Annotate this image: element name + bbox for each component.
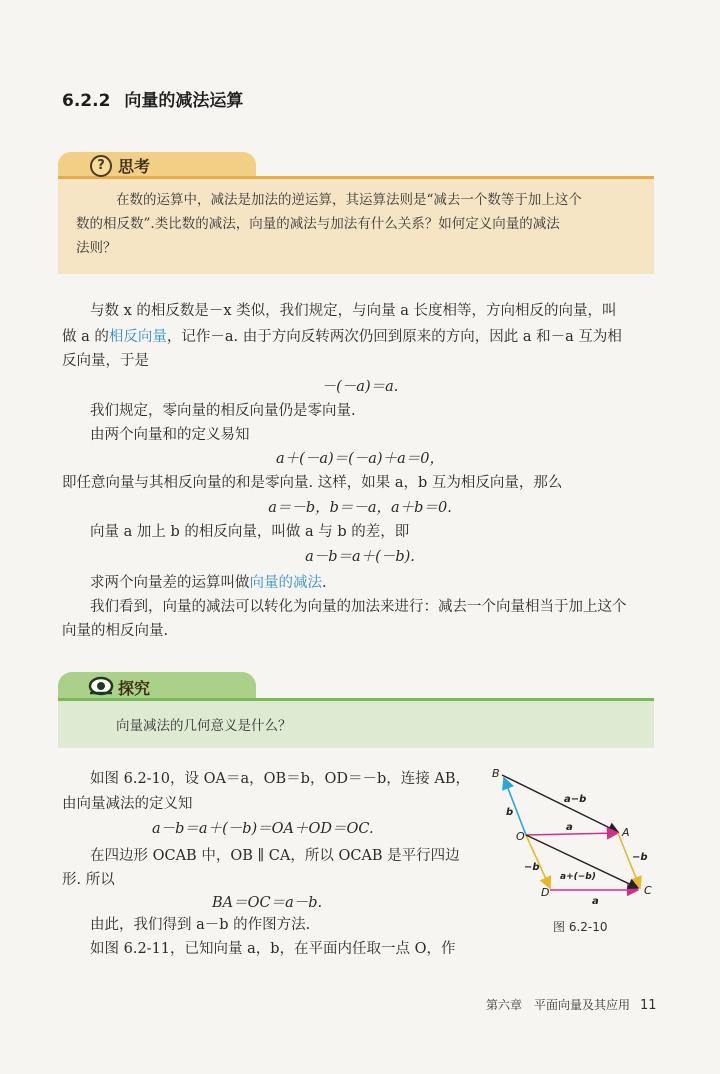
label-a-top: a [566,822,573,833]
section-heading: 向量的减法运算 [124,91,244,111]
point-C: C [644,884,652,897]
page-footer [486,996,657,1013]
para1-line3: 反向量，于是 [62,353,149,369]
think-line-3: 法则？ [76,240,117,256]
section-number: 6.2.2 [62,91,111,111]
para8-line1: 如图 6.2-10，设 OA＝a，OB＝b，OD＝－b，连接 AB， [90,771,470,787]
para7-line2: 向量的相反向量. [62,623,169,639]
equation-4: a－b＝a＋(－b). [305,549,415,565]
para5: 向量 a 加上 b 的相反向量，叫做 a 与 b 的差，即 [90,524,410,540]
label-a-bottom: a [592,896,599,907]
para4: 即任意向量与其相反向量的和是零向量. 这样，如果 a，b 互为相反向量，那么 [62,475,563,491]
para9-line2: 形. 所以 [62,872,115,888]
vector-BA [502,775,618,832]
term-vector-subtraction: 向量的减法 [249,575,322,591]
para8-line2: 由向量减法的定义知 [62,796,193,812]
para6: 求两个向量差的运算叫做向量的减法. [90,575,327,591]
label-neg-b-right: −b [632,852,648,863]
para2: 我们规定，零向量的相反向量仍是零向量. [90,403,356,419]
equation-1: －(－a)＝a. [321,379,399,395]
para1-line2: 做 a 的相反向量，记作－a. 由于方向反转两次仍回到原来的方向，因此 a 和－a 互为相 [62,329,622,345]
term-opposite-vector: 相反向量 [108,329,167,345]
section-title [62,86,243,111]
explore-box [58,672,654,748]
para1-line1: 与数 x 的相反数是－x 类似，我们规定，与向量 a 长度相等，方向相反的向量，叫 [90,303,617,319]
para7-line1: 我们看到，向量的减法可以转化为向量的加法来进行：减去一个向量相当于加上这个 [90,599,627,615]
equation-3: a＝－b，b＝－a，a＋b＝0. [268,500,452,516]
label-neg-b-left: −b [524,862,540,873]
explore-eye-icon [88,676,114,696]
point-O: O [516,830,525,843]
think-label: 思考 [118,157,151,176]
explore-label: 探究 [118,679,151,698]
think-line-2: 数的相反数”.类比数的减法，向量的减法与加法有什么关系？如何定义向量的减法 [76,216,560,232]
think-line-1: 在数的运算中，减法是加法的逆运算，其运算法则是“减去一个数等于加上这个 [116,192,582,208]
think-box [58,152,654,274]
label-a-plus-neg-b: a+(−b) [560,872,596,882]
label-a-minus-b: a−b [564,794,587,805]
para9-line1: 在四边形 OCAB 中，OB ∥ CA，所以 OCAB 是平行四边 [90,848,460,864]
page-number: 11 [640,998,657,1013]
equation-2: a＋(－a)＝(－a)＋a＝0， [276,451,444,467]
vector-OA [526,833,618,835]
equation-6: BA＝OC＝a－b. [212,895,323,911]
para11: 如图 6.2-11，已知向量 a，b，在平面内任取一点 O，作 [90,941,456,957]
figure-6-2-10 [480,760,660,910]
figure-caption: 图 6.2-10 [553,920,608,934]
label-b: b [506,807,514,818]
footer-chapter: 第六章 平面向量及其应用 [486,998,631,1012]
point-B: B [492,767,500,780]
para3: 由两个向量和的定义易知 [90,427,250,443]
explore-question: 向量减法的几何意义是什么？ [116,718,292,734]
point-D: D [541,886,550,899]
para10: 由此，我们得到 a－b 的作图方法. [90,917,311,933]
equation-5: a－b＝a＋(－b)＝OA＋OD＝OC. [152,821,374,837]
question-mark-icon: ? [90,155,112,177]
point-A: A [622,826,630,839]
